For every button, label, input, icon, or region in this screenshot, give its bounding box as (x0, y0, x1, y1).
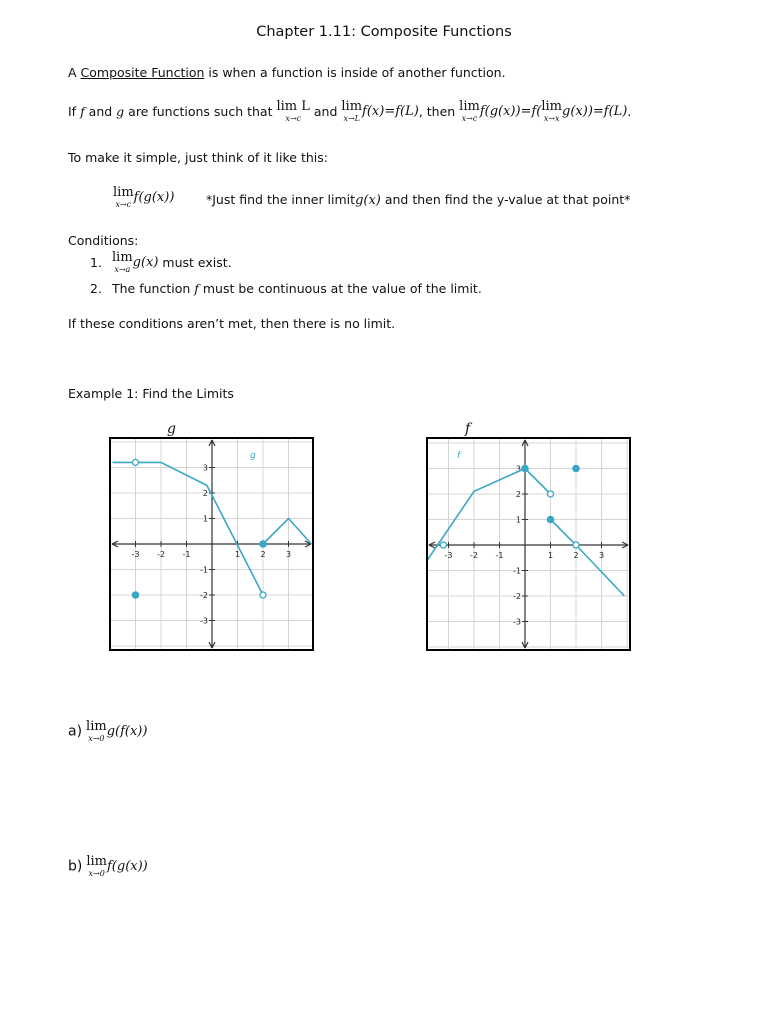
theorem-text-1: If (68, 104, 81, 119)
theorem-limit-3: lim x→c (459, 99, 480, 123)
graph-g-xtick-label: 2 (260, 550, 266, 559)
condition-2-f: f (194, 281, 199, 296)
graph-g-axes (112, 440, 311, 648)
theorem-expr-3b: )=f(L) (587, 104, 628, 119)
graph-g-closed-point (260, 541, 267, 548)
graph-g-ytick-label: -1 (200, 565, 208, 575)
theorem-text-4: and (313, 104, 342, 119)
graph-g-xtick-label: 3 (285, 550, 292, 559)
theorem-limit-1: lim L x→c (276, 99, 310, 123)
question-a (68, 720, 147, 743)
graph-f-open-point (573, 542, 579, 548)
graph-f-inner-label: f (457, 451, 461, 461)
definition-prefix: A (68, 65, 81, 80)
graph-f-xtick-label: 2 (573, 551, 579, 560)
theorem-end: . (627, 104, 632, 119)
simple-note-g: g(x) (355, 193, 381, 208)
condition-2-text-a: The function (112, 281, 195, 296)
question-b-expr: f(g(x)) (107, 859, 148, 874)
question-a-limit: lim x→0 (86, 719, 107, 743)
graph-g-segment (263, 519, 311, 545)
graph-g-open-point (133, 459, 139, 465)
graph-f-segment (426, 469, 554, 563)
graph-f-ytick-label: -3 (513, 617, 521, 627)
graph-g-open-point (260, 592, 266, 598)
example-heading: Example 1: Find the Limits (68, 386, 234, 401)
graph-f-xtick-label: -1 (495, 551, 504, 560)
theorem-expr-3a: f(g(x))=f( (479, 104, 542, 119)
graph-g-xtick-label: -3 (131, 550, 140, 559)
graph-f-closed-point (547, 516, 554, 523)
condition-1-text: must exist. (158, 255, 232, 270)
no-limit-note: If these conditions aren’t met, then there is no limit. (68, 316, 396, 331)
simple-intro: To make it simple, just think of it like this: (68, 150, 328, 165)
theorem-text-2: and (84, 104, 117, 119)
definition-term: Composite Function (80, 65, 205, 80)
graph-g-title: g (167, 421, 176, 437)
theorem-limit-4: lim x→x (541, 99, 563, 123)
simple-limit: lim x→c (113, 185, 134, 209)
question-a-label: a) (68, 723, 83, 740)
graph-f-xtick-label: -2 (470, 551, 478, 560)
theorem-expr-4: g(x) (562, 104, 588, 119)
condition-2-text-b: must be continuous at the value of the limit. (198, 281, 482, 296)
graph-g-ytick-label: 3 (202, 463, 208, 473)
graph-f-title: f (465, 421, 471, 437)
theorem-line (68, 100, 631, 123)
graph-f-grid (428, 439, 629, 649)
theorem-limit-2: lim x→L (341, 99, 363, 123)
theorem-text-3: are functions such that (124, 104, 277, 119)
graph-f-closed-point (522, 465, 529, 472)
simple-note-b: and then find the y-value at that point* (380, 192, 631, 207)
graph-f-ytick-label: -2 (513, 592, 521, 601)
condition-item-1 (90, 251, 232, 274)
definition-suffix: is when a function is inside of another function. (204, 65, 506, 80)
theorem-f: f (80, 104, 85, 119)
graph-g-xtick-label: -1 (182, 550, 191, 559)
question-a-expr: g(f(x)) (106, 724, 148, 739)
graph-f-ytick-label: 1 (515, 515, 521, 525)
definition-line (68, 65, 506, 80)
simple-expr: f(g(x)) (133, 190, 175, 205)
graph-f-xtick-label: -3 (444, 551, 453, 560)
conditions-heading: Conditions: (68, 233, 139, 248)
graph-g-ytick-label: -2 (200, 591, 208, 600)
graph-g (109, 437, 314, 651)
graph-g-xtick-label: -2 (157, 550, 165, 559)
graph-f-xtick-label: 3 (598, 551, 605, 560)
question-b-label: b) (68, 858, 83, 875)
graph-f-open-point (548, 491, 554, 497)
theorem-text-5: , then (418, 104, 460, 119)
page-title: Chapter 1.11: Composite Functions (256, 24, 512, 40)
graph-g-xtick-label: 1 (234, 550, 241, 559)
condition-item-2 (90, 281, 482, 296)
graph-g-ytick-label: -3 (200, 616, 208, 626)
theorem-expr-2: f(x)=f(L) (362, 104, 419, 119)
graph-g-ytick-label: 1 (202, 514, 208, 524)
condition-number-1: 1. (90, 255, 102, 270)
question-b-limit: lim x→0 (86, 854, 107, 878)
graph-g-ytick-label: 2 (202, 489, 208, 498)
simple-note (206, 192, 630, 208)
graph-f-ytick-label: -1 (513, 566, 521, 576)
condition-1-limit: lim x→a (112, 250, 133, 274)
graph-f-closed-point (573, 465, 580, 472)
graph-g-inner-label: g (250, 451, 256, 461)
graph-g-closed-point (132, 592, 139, 599)
graph-f-ytick-label: 2 (515, 490, 521, 499)
simple-formula-line (113, 186, 174, 209)
graph-f-open-point (440, 542, 446, 548)
graph-f-ytick-label: 3 (515, 464, 521, 474)
graph-f-segment (551, 520, 625, 597)
condition-1-expr: g(x) (132, 255, 159, 270)
graph-f-xtick-label: 1 (547, 551, 554, 560)
simple-note-a: *Just find the inner limit (206, 192, 356, 207)
theorem-g: g (116, 104, 125, 119)
question-b (68, 855, 148, 878)
graph-f (426, 437, 631, 651)
condition-number-2: 2. (90, 281, 102, 296)
